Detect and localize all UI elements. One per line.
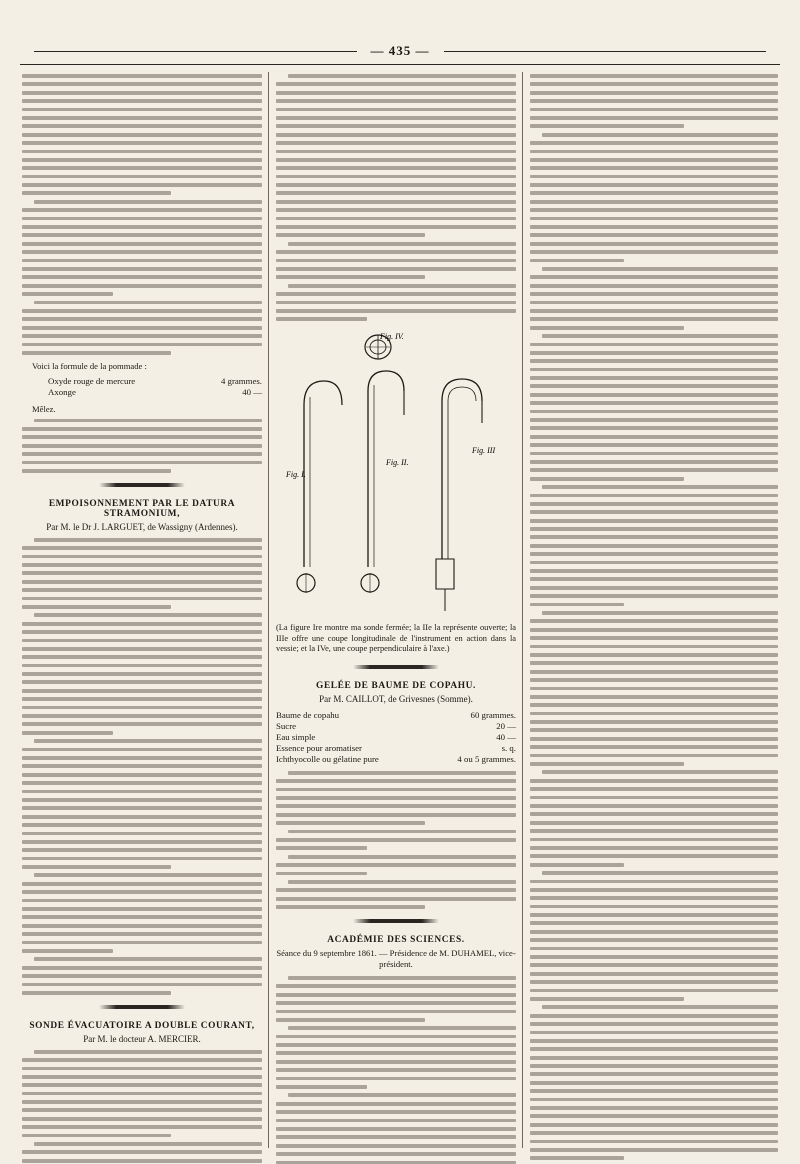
- formula-row: [276, 732, 516, 743]
- catheter-figure: [276, 327, 516, 619]
- fig-iii-section: [436, 379, 482, 611]
- formula-item: Eau simple: [276, 732, 316, 743]
- page-header: [20, 42, 780, 60]
- formula-qty: s. q.: [501, 743, 516, 754]
- formula-qty: 4 grammes.: [220, 376, 262, 387]
- pommade-article-conclusion: [22, 419, 262, 473]
- pommade-formula: [22, 376, 262, 398]
- header-rule-left: [34, 51, 357, 52]
- formula-qty: 40 —: [496, 732, 516, 743]
- fig-i-closed-catheter: [297, 381, 342, 593]
- academie-title: ACADÉMIE DES SCIENCES.: [327, 934, 465, 945]
- page-number: — 435 —: [370, 43, 430, 58]
- fig-label: Fig. I.: [286, 470, 306, 480]
- sonde-article-continued: [276, 74, 516, 321]
- academie-article-body: [276, 976, 516, 1164]
- formula-item: Essence pour aromatiser: [276, 743, 362, 754]
- column-separator-2: [522, 72, 523, 1148]
- formula-row: [276, 743, 516, 754]
- pommade-intro: Voici la formule de la pommade :: [32, 360, 147, 371]
- formula-item: Ichthyocolle ou gélatine pure: [276, 754, 379, 765]
- gelee-byline: Par M. CAILLOT, de Grivesnes (Somme).: [319, 693, 473, 704]
- fig-ii-open-catheter: [361, 371, 404, 593]
- formula-qty: 40 —: [242, 387, 262, 398]
- datura-byline: Par M. le Dr J. LARGUET, de Wassigny (Ardennes).: [46, 521, 238, 532]
- formula-qty: 60 grammes.: [470, 710, 516, 721]
- academie-article-continued: [530, 74, 778, 1164]
- formula-row: [276, 710, 516, 721]
- formula-qty: 20 —: [496, 721, 516, 732]
- datura-article-body: [22, 538, 262, 995]
- column-1: [22, 70, 262, 1150]
- column-3: [530, 70, 778, 1150]
- formula-row: [276, 721, 516, 732]
- section-ornament: [276, 663, 516, 671]
- formula-row: [276, 754, 516, 765]
- catheter-drawings: [276, 327, 516, 619]
- formula-item: Baume de copahu: [276, 710, 340, 721]
- fig-label: Fig. II.: [386, 458, 409, 468]
- pommade-closing: Mêlez.: [32, 403, 56, 414]
- header-rule-right: [444, 51, 767, 52]
- sonde-title: SONDE ÉVACUATOIRE A DOUBLE COURANT,: [29, 1020, 255, 1031]
- formula-item: Sucre: [276, 721, 297, 732]
- formula-row: [22, 387, 262, 398]
- section-ornament: [22, 481, 262, 489]
- figure-caption: (La figure Ire montre ma sonde fermée; la IIe la représente ouverte; la IIIe offre une coupe longitudinale de l'instrument en action dans la vessie; et la IVe, une coupe perpendiculaire à l'axe.): [276, 623, 516, 654]
- sonde-byline: Par M. le docteur A. MERCIER.: [83, 1033, 201, 1044]
- academie-session: Séance du 9 septembre 1861. — Présidence de M. DUHAMEL, vice-président.: [276, 947, 516, 969]
- pommade-article-body: [22, 74, 262, 355]
- formula-item: Oxyde rouge de mercure: [48, 376, 136, 387]
- fig-label: Fig. III: [472, 446, 496, 456]
- fig-label: Fig. IV.: [380, 332, 404, 342]
- column-2: [276, 70, 516, 1150]
- formula-qty: 4 ou 5 grammes.: [457, 754, 516, 765]
- column-separator-1: [268, 72, 269, 1148]
- formula-item: Axonge: [48, 387, 76, 398]
- gelee-article-body: [276, 771, 516, 909]
- section-ornament: [276, 917, 516, 925]
- top-rule: [20, 64, 780, 65]
- section-ornament: [22, 1003, 262, 1011]
- datura-title: EMPOISONNEMENT PAR LE DATURA STRAMONIUM,: [48, 498, 236, 519]
- gelee-title: GELÉE DE BAUME DE COPAHU.: [316, 680, 476, 691]
- formula-row: [22, 376, 262, 387]
- gelee-formula: [276, 710, 516, 765]
- sonde-article-body: [22, 1050, 262, 1164]
